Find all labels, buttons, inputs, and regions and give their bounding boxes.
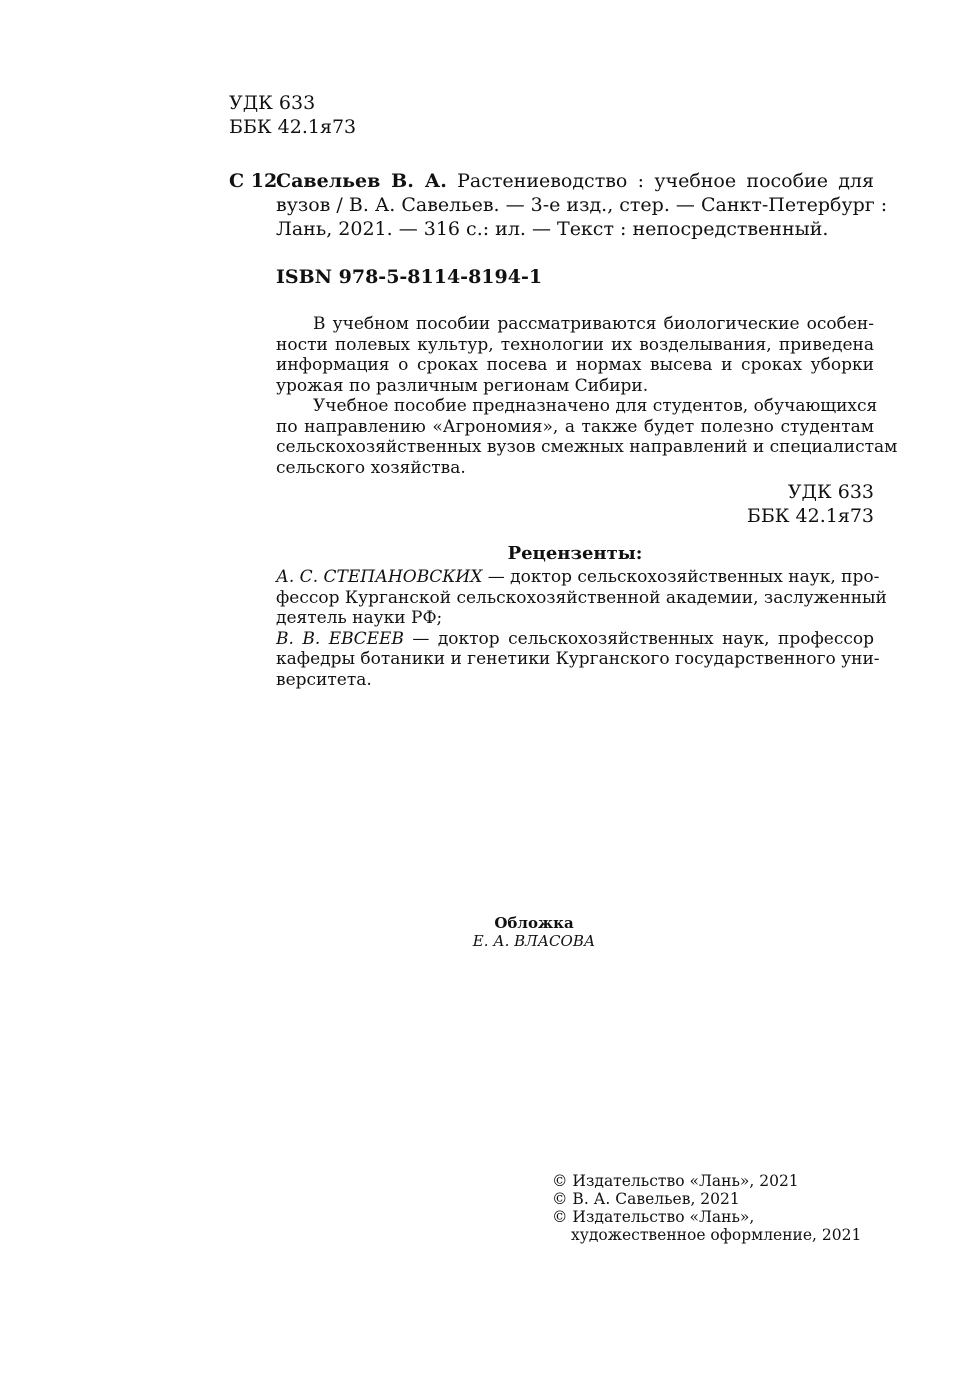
top-codes: [229, 91, 356, 139]
abstract-p2-line-4: сельского хозяйства.: [276, 457, 466, 478]
bbk-code: ББК 42.1я73: [229, 116, 357, 138]
reviewer-2-line-2: кафедры ботаники и генетики Курганского государственного уни-: [276, 649, 880, 669]
reviewers-heading: Рецензенты:: [507, 543, 643, 564]
author-mark: С 12: [229, 170, 278, 192]
abstract-p2-line-1: Учебное пособие предназначено для студентов, обучающихся: [313, 396, 878, 416]
copyright-author: © В. А. Савельев, 2021: [552, 1190, 740, 1208]
cover-credit: [384, 914, 684, 950]
catalog-author: Савельев В. А.: [276, 170, 447, 192]
abstract-p2-line-2: по направлению «Агрономия», а также будет полезно студентам: [276, 416, 874, 437]
reviewer-1-line-1: А. С. СТЕПАНОВСКИХ — доктор сельскохозяйственных наук, про-: [276, 567, 880, 587]
udk-code: УДК 633: [229, 92, 316, 114]
copyright-design: © Издательство «Лань»,: [552, 1208, 755, 1226]
copyright-publisher: © Издательство «Лань», 2021: [552, 1172, 799, 1190]
catalog-line-3: Лань, 2021. — 316 с.: ил. — Текст : непосредственный.: [276, 218, 829, 240]
abstract-p2-line-3: сельскохозяйственных вузов смежных направлений и специалистам: [276, 437, 898, 457]
reviewer-2-line-3: верситета.: [276, 669, 372, 690]
udk-code-bottom: УДК 633: [787, 481, 874, 503]
abstract-p1-line-2: ности полевых культур, технологии их возделывания, приведена: [276, 334, 874, 355]
cover-label: Обложка: [494, 914, 574, 932]
bbk-code-bottom: ББК 42.1я73: [746, 505, 874, 527]
abstract-p1-line-1: В учебном пособии рассматриваются биологические особен-: [313, 314, 874, 334]
reviewer-2-name: В. В. ЕВСЕЕВ: [276, 628, 404, 649]
copyright-design-cont: художественное оформление, 2021: [571, 1226, 862, 1244]
reviewer-2-line-1: В. В. ЕВСЕЕВ — доктор сельскохозяйственных наук, профессор: [276, 628, 874, 649]
reviewer-1-name: А. С. СТЕПАНОВСКИХ: [276, 567, 483, 587]
abstract-p1-line-4: урожая по различным регионам Сибири.: [276, 375, 649, 396]
reviewer-1-line-2: фессор Курганской сельскохозяйственной академии, заслуженный: [276, 587, 887, 608]
reviewers-list: [276, 567, 887, 690]
reviewer-1-line-3: деятель науки РФ;: [276, 608, 443, 628]
bottom-codes: [600, 480, 874, 528]
abstract: [276, 314, 898, 478]
isbn: ISBN 978-5-8114-8194-1: [276, 266, 543, 288]
cover-artist: Е. А. ВЛАСОВА: [472, 932, 596, 950]
copyright-block: [552, 1172, 861, 1244]
catalog-line-2: вузов / В. А. Савельев. — 3-е изд., стер. — Санкт-Петербург :: [276, 194, 888, 216]
catalog-entry: [276, 169, 888, 241]
catalog-line-1: Савельев В. А. Растениеводство : учебное пособие для: [276, 170, 874, 192]
abstract-p1-line-3: информация о сроках посева и нормах высева и сроках уборки: [276, 355, 874, 375]
